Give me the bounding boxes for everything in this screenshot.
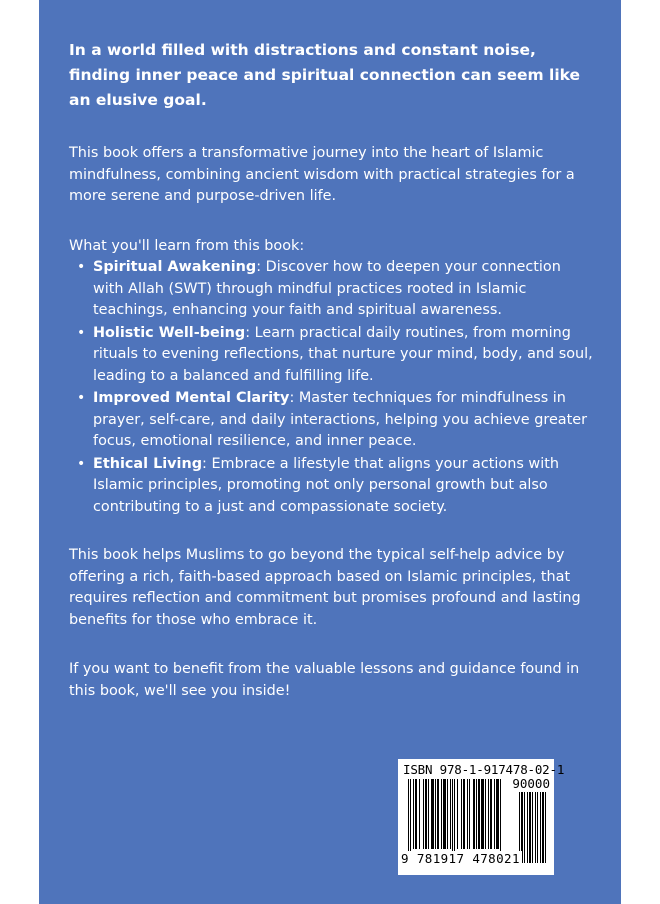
feature-text: : Master techniques for mindfulness in prayer, self-care, and daily interactions, helping you achieve greater focus, emotional resilience, and inner peace. (93, 390, 588, 449)
bullet-icon: • (77, 455, 86, 472)
learn-heading: What you'll learn from this book: (69, 237, 305, 254)
feature-text: : Learn practical daily routines, from morning rituals to evening reflections, that nurture your mind, body, and soul, leading to a balanced and fulfilling life. (93, 324, 593, 384)
price-code: 90000 (512, 776, 550, 791)
feature-text: : Embrace a lifestyle that aligns your actions with Islamic principles, promoting not only personal growth but also contributing to a just and compassionate society. (93, 455, 559, 515)
feature-item (69, 323, 595, 388)
feature-title: Spiritual Awakening (93, 259, 257, 275)
bullet-icon: • (77, 390, 86, 406)
back-cover (39, 0, 621, 904)
bullet-icon: • (77, 324, 86, 341)
feature-item (69, 454, 595, 519)
description-paragraph: This book offers a transformative journey into the heart of Islamic mindfulness, combining ancient wisdom with practical strategies for a more serene and purpose-driven life. (69, 145, 575, 204)
feature-text: : Discover how to deepen your connection with Allah (SWT) through mindful practices rooted in Islamic teachings, enhancing your faith and spiritual awareness. (93, 259, 561, 318)
bullet-icon: • (77, 259, 86, 275)
isbn-barcode (398, 759, 565, 875)
feature-title: Improved Mental Clarity (93, 390, 290, 406)
isbn-label: ISBN 978-1-917478-02-1 (403, 762, 565, 777)
feature-item (69, 257, 595, 322)
closing-paragraph: If you want to benefit from the valuable lessons and guidance found in this book, we'll see you inside! (69, 661, 580, 699)
feature-list (69, 257, 595, 518)
ean-digits: 9 781917 478021 (401, 851, 520, 866)
feature-title: Ethical Living (93, 455, 203, 472)
feature-title: Holistic Well-being (93, 324, 246, 341)
barcode-addon-bars-icon (519, 792, 550, 863)
intro-text: In a world filled with distractions and constant noise, finding inner peace and spiritual connection can seem like an elusive goal. (69, 41, 581, 109)
feature-item (69, 388, 595, 453)
summary-paragraph: This book helps Muslims to go beyond the typical self-help advice by offering a rich, faith-based approach based on Islamic principles, that requires reflection and commitment but promises profound and lasting benefits for those who embrace it. (69, 547, 581, 628)
